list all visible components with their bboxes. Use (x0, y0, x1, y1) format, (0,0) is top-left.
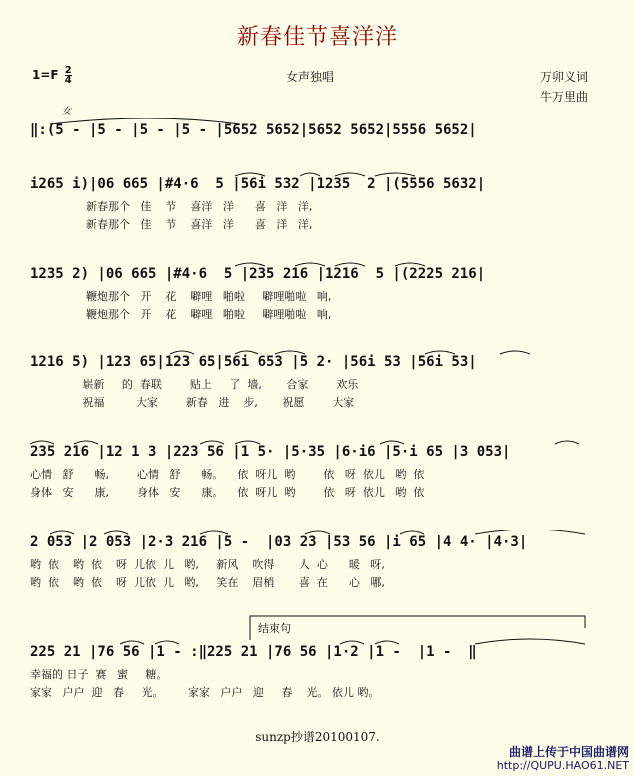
staff-system-7 (30, 614, 590, 704)
watermark-url: http://QUPU.HAO61.NET (496, 759, 629, 772)
lyrics-verse-1: 新春那个 佳 节 喜洋 洋 喜 洋 洋, (30, 200, 313, 213)
time-denominator: 4 (64, 75, 72, 86)
site-watermark (497, 746, 629, 772)
lyrics-verse-2: 哟 依 哟 依 呀 儿依 儿 哟, 笑在 眉梢 喜 在 心 哪, (30, 576, 385, 589)
notes-line: 225 21 |76 56 |1 - :‖225 21 |76 56 |1·2 |1 - |1 - ‖ (30, 644, 477, 660)
time-numerator: 2 (64, 65, 72, 76)
performance-type: 女声独唱 (286, 70, 335, 84)
staff-system-6 (30, 530, 590, 600)
lyrics-verse-1: 崭新 的 春联 贴上 了 墙, 合家 欢乐 (30, 378, 359, 391)
watermark-title: 曲谱上传于中国曲谱网 (508, 745, 629, 759)
time-signature (65, 66, 72, 85)
staff-system-2 (30, 172, 590, 242)
lyrics-verse-2: 鞭炮那个 开 花 噼哩 啪啦 噼哩啪啦 响, (30, 308, 332, 321)
staff-system-5 (30, 440, 590, 510)
lyricist: 万卯义词 (540, 70, 589, 84)
lyrics-verse-1: 鞭炮那个 开 花 噼哩 啪啦 噼哩啪啦 响, (30, 290, 332, 303)
notes-line: i265 i)|06 665 |#4·6 5 |56i 532 |1235 2 |(5556 5632| (30, 176, 486, 192)
lyrics-verse-1: 心情 舒 畅, 心情 舒 畅。 依 呀儿 哟 依 呀 依儿 哟 依 (30, 468, 425, 481)
transcriber-credit: sunzp抄谱20100107. (255, 730, 380, 744)
ending-label: 结束句 (258, 622, 291, 635)
staff-system-1 (30, 118, 590, 148)
lyrics-verse-1: 幸福的 日子 赛 蜜 糖。 (30, 668, 168, 681)
lyrics-verse-2: 身体 安 康, 身体 安 康。 依 呀儿 哟 依 呀 依儿 哟 依 (30, 486, 425, 499)
key-signature (32, 66, 72, 85)
notes-line: 2 053 |2 053 |2·3 216 |5 - |03 23 |53 56 |i 65 |4 4· |4·3| (30, 534, 528, 550)
lyrics-verse-1: 哟 依 哟 依 呀 儿依 儿 哟, 新风 吹得 人 心 暖 呀, (30, 558, 385, 571)
key-label: 1=F (32, 68, 59, 82)
lyrics-verse-2: 祝福 大家 新春 进 步, 祝愿 大家 (30, 396, 355, 409)
notes-line: 235 216 |12 1 3 |223 56 |1 5· |5·35 |6·i6 |5·i 65 |3 053| (30, 444, 511, 460)
composer: 牛万里曲 (540, 90, 589, 104)
lyrics-verse-2: 新春那个 佳 节 喜洋 洋 喜 洋 洋, (30, 218, 313, 231)
notes-line: 1216 5) |123 65|123 65|56i 653 |5 2· |56i 53 |56i 53| (30, 354, 477, 370)
score-title: 新春佳节喜洋洋 (236, 25, 398, 50)
voice-mark: 女 (62, 107, 72, 117)
staff-system-3 (30, 262, 590, 332)
lyrics-verse-2: 家家 户户 迎 春 光。 家家 户户 迎 春 光。 依儿 哟。 (30, 686, 380, 699)
notes-line: 1235 2) |06 665 |#4·6 5 |235 216 |1216 5 |(2225 216| (30, 266, 486, 282)
staff-system-4 (30, 350, 590, 420)
notes-line: ‖:(5 - |5 - |5 - |5 - |5652 5652|5652 5652|5556 5652| (30, 122, 477, 138)
